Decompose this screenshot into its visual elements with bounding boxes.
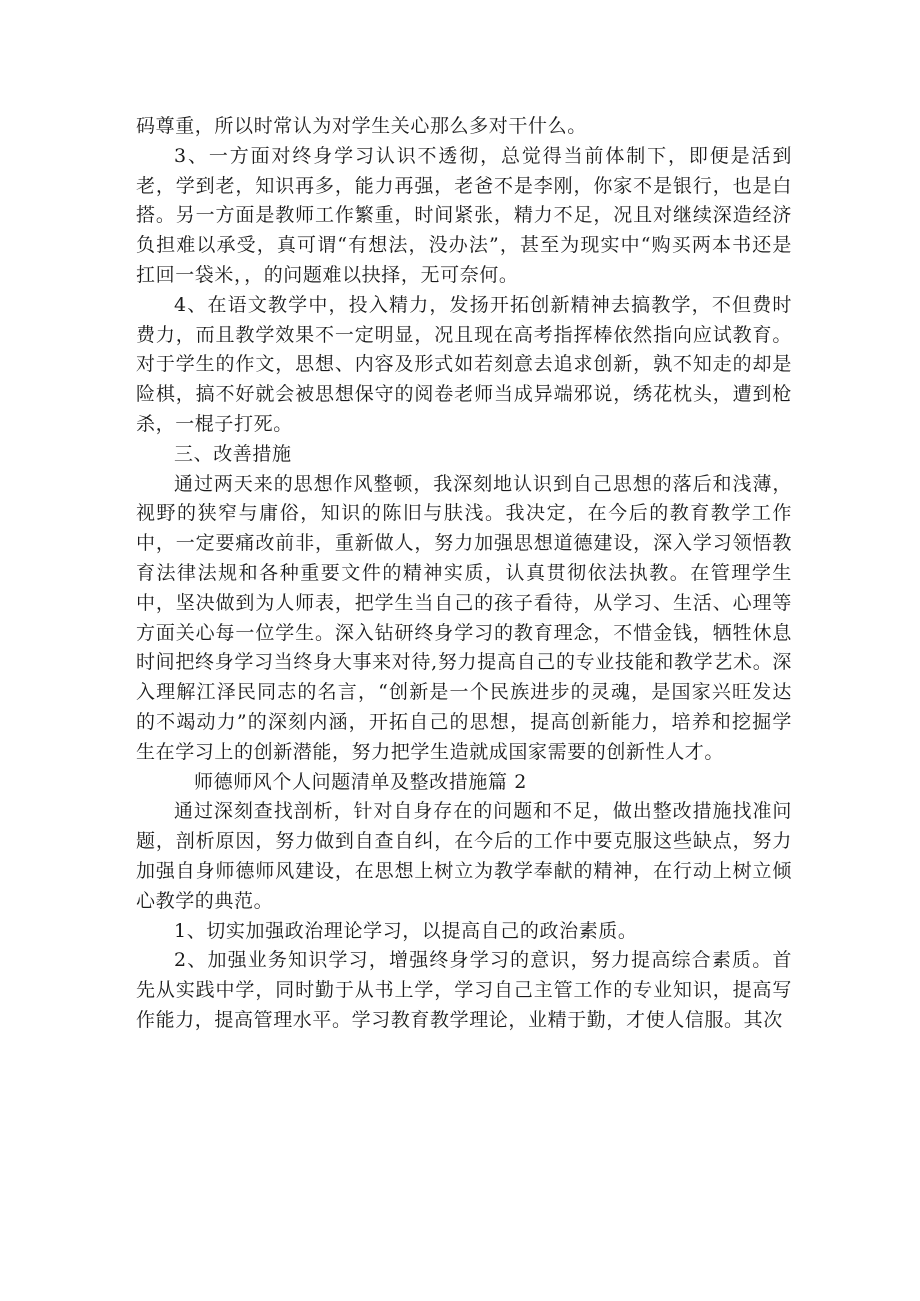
section-heading-improvement: 三、改善措施 [174,442,292,465]
document-body [136,112,792,1036]
article-title-part-2: 师德师风个人问题清单及整改措施篇 2 [194,770,527,793]
paragraph-continuation: 码尊重，所以时常认为对学生关心那么多对干什么。 [136,115,587,137]
paragraph-measure-2: 2、加强业务知识学习，增强终身学习的意识，努力提高综合素质。首先从实践中学，同时勤于从书上学，学习自己主管工作的专业知识，提高写作能力，提高管理水平。学习教育教学理论，业精于勤，才使人信服。其次 [136,949,792,1031]
paragraph-improvement-body: 通过两天来的思想作风整顿，我深刻地认识到自己思想的落后和浅薄，视野的狭窄与庸俗，知识的陈旧与肤浅。我决定，在今后的教育教学工作中，一定要痛改前非，重新做人，努力加强思想道德建设，深入学习领悟教育法律法规和各种重要文件的精神实质，认真贯彻依法执教。在管理学生中，坚决做到为人师表，把学生当自己的孩子看待，从学习、生活、心理等方面关心每一位学生。深入钻研终身学习的教育理念，不惜金钱，牺牲休息时间把终身学习当终身大事来对待,努力提高自己的专业技能和教学艺术。深入理解江泽民同志的名言，“创新是一个民族进步的灵魂，是国家兴旺发达的不竭动力”的深刻内涵，开拓自己的思想，提高创新能力，培养和挖掘学生在学习上的创新潜能，努力把学生造就成国家需要的创新性人才。 [136,472,792,763]
paragraph-item-3: 3、一方面对终身学习认识不透彻，总觉得当前体制下，即便是活到老，学到老，知识再多，能力再强，老爸不是李刚，你家不是银行，也是白搭。另一方面是教师工作繁重，时间紧张，精力不足，况且对继续深造经济负担难以承受，真可谓“有想法，没办法”，甚至为现实中“购买两本书还是扛回一袋米，，的问题难以抉择，无可奈何。 [136,144,792,286]
paragraph-item-4: 4、在语文教学中，投入精力，发扬开拓创新精神去搞教学，不但费时费力，而且教学效果不一定明显，况且现在高考指挥棒依然指向应试教育。对于学生的作文，思想、内容及形式如若刻意去追求创新，孰不知走的却是险棋，搞不好就会被思想保守的阅卷老师当成异端邪说，绣花枕头，遭到枪杀，一棍子打死。 [136,293,792,435]
paragraph-measure-1: 1、切实加强政治理论学习，以提高自己的政治素质。 [174,919,638,942]
paragraph-intro-part-2: 通过深刻查找剖析，针对自身存在的问题和不足，做出整改措施找准问题，剖析原因，努力做到自查自纠，在今后的工作中要克服这些缺点，努力加强自身师德师风建设，在思想上树立为教学奉献的精神，在行动上树立倾心教学的典范。 [136,800,792,912]
